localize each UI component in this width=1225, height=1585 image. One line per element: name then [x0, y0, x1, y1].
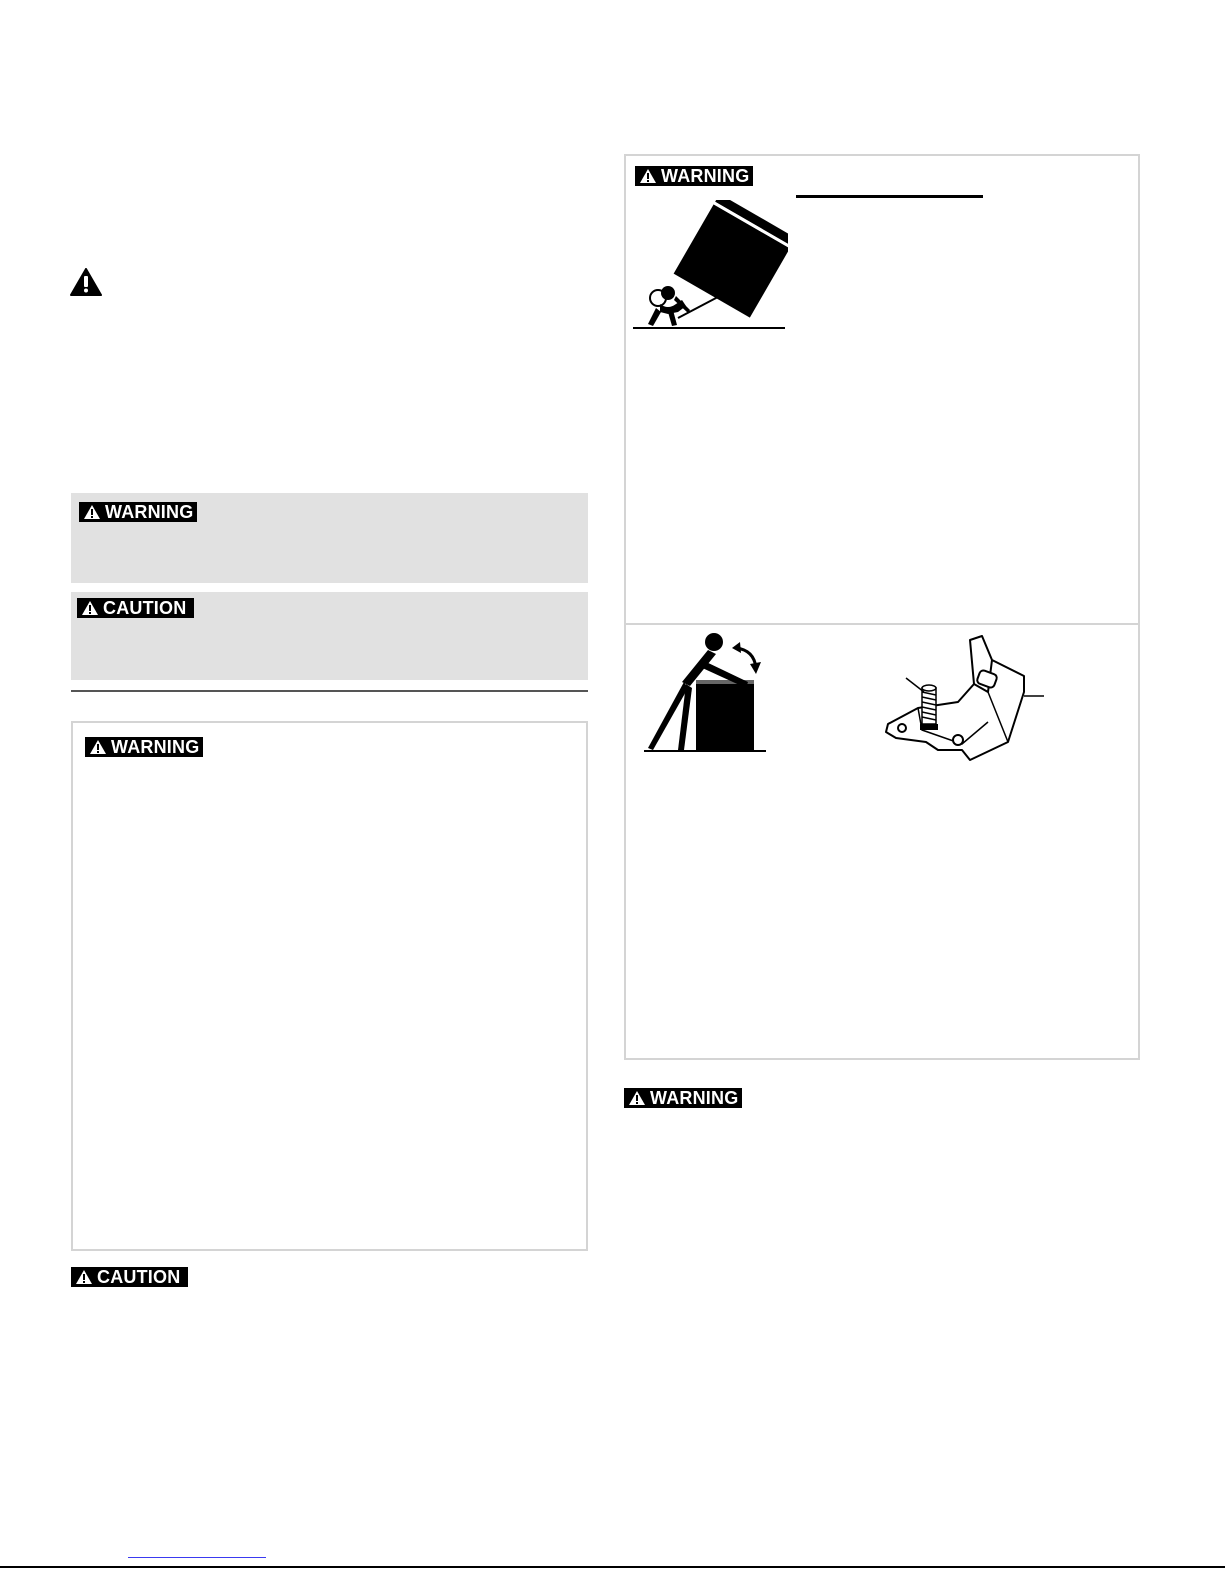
- anti-tip-check-illustration: [640, 630, 770, 755]
- warning-label: [85, 737, 203, 757]
- heading-underline: [796, 195, 983, 198]
- warning-label-text: WARNING: [650, 1088, 739, 1108]
- tip-over-hazard-illustration: [630, 200, 788, 335]
- footer-link-underline[interactable]: [128, 1557, 266, 1558]
- warning-label: [635, 166, 753, 186]
- warning-label-text: WARNING: [111, 737, 200, 757]
- alert-triangle-icon: [628, 1090, 646, 1106]
- alert-triangle-icon: [75, 1269, 93, 1285]
- alert-triangle-icon: [81, 600, 99, 616]
- caution-panel: [71, 592, 588, 680]
- warning-panel: [71, 493, 588, 583]
- alert-triangle-icon: [83, 504, 101, 520]
- alert-triangle-icon: [70, 268, 102, 296]
- warning-frame-left: [71, 721, 588, 1251]
- section-divider: [71, 690, 588, 692]
- warning-label: [79, 502, 197, 522]
- page-bottom-rule: [0, 1566, 1225, 1568]
- caution-label-text: CAUTION: [103, 598, 187, 618]
- frame-divider: [626, 623, 1138, 625]
- warning-label-text: WARNING: [661, 166, 750, 186]
- warning-label-text: WARNING: [105, 502, 194, 522]
- alert-triangle-icon: [639, 168, 657, 184]
- anti-tip-bracket-illustration: [878, 632, 1048, 766]
- caution-label-text: CAUTION: [97, 1267, 181, 1287]
- caution-label: [71, 1267, 188, 1287]
- warning-label: [624, 1088, 742, 1108]
- alert-triangle-icon: [89, 739, 107, 755]
- caution-label: [77, 598, 194, 618]
